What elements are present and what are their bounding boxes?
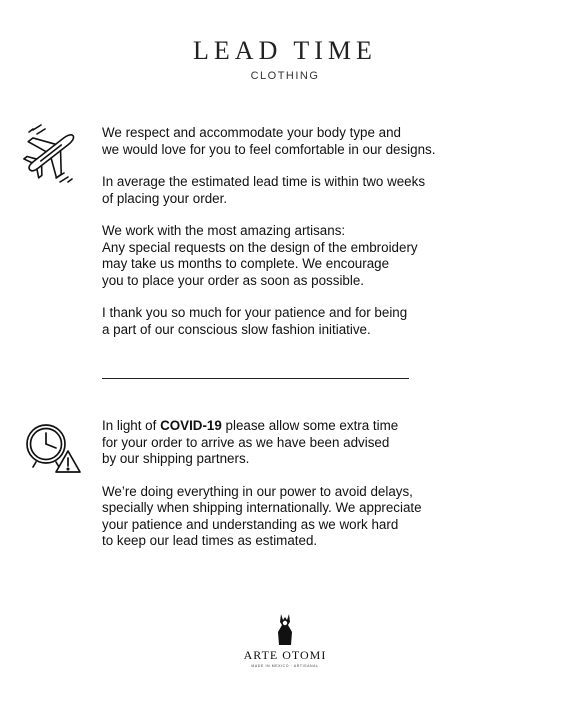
- covid-text-after: please allow some extra time for your order to arrive as we have been advised by our shipping partners.: [102, 418, 399, 466]
- brand-logo: [0, 612, 570, 668]
- header: [0, 36, 570, 82]
- covid-bold: COVID-19: [160, 418, 222, 433]
- lead-time-section: [102, 125, 532, 354]
- brand-tagline: MADE IN MEXICO · ARTISANAL: [251, 664, 319, 668]
- paragraph-artisans: We work with the most amazing artisans: Any special requests on the design of the embroidery may take us months to complete. We encourage you to place your order as soon as possible.: [102, 223, 418, 288]
- paragraph-estimated-time: In average the estimated lead time is within two weeks of placing your order.: [102, 174, 426, 206]
- covid-text-before: In light of: [102, 418, 161, 433]
- page-subtitle: CLOTHING: [250, 70, 320, 82]
- brand-name: ARTE OTOMI: [243, 648, 327, 662]
- paragraph-delays: We’re doing everything in our power to avoid delays, specially when shipping internationally. We appreciate your patience and understanding as we work hard to keep our lead times as estimated.: [102, 483, 422, 548]
- paragraph-thanks: I thank you so much for your patience and for being a part of our conscious slow fashion initiative.: [102, 305, 408, 337]
- covid-section: [102, 418, 532, 566]
- clock-warning-icon: [22, 418, 84, 476]
- brand-logo-mark-icon: [273, 612, 297, 646]
- paragraph-body-type: We respect and accommodate your body type and we would love for you to feel comfortable in our designs.: [102, 125, 436, 157]
- page-title: LEAD TIME: [193, 36, 377, 65]
- divider: [102, 378, 409, 379]
- paragraph-covid: [102, 418, 532, 468]
- airplane-icon: [18, 120, 84, 186]
